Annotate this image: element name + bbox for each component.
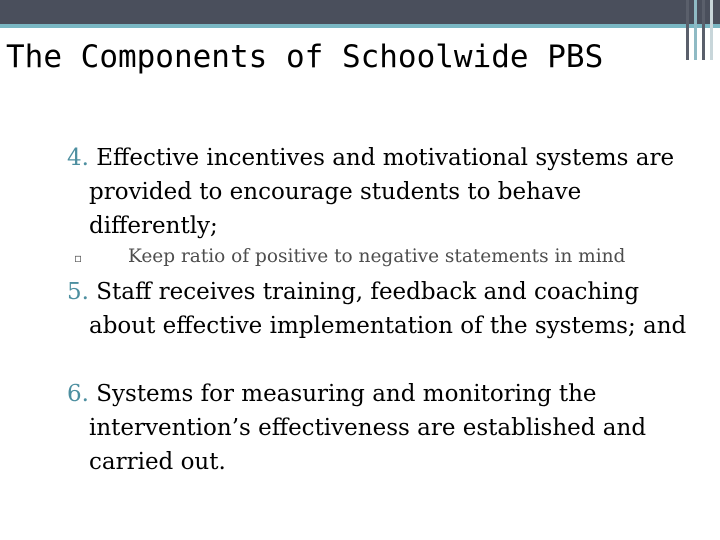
item-text: Systems for measuring and monitoring the intervention’s effectiveness are established and carried out. [88,381,647,475]
list-item-6 [67,377,689,479]
sub-bullet-text: Keep ratio of positive to negative statements in mind [128,246,626,267]
item-number: 4. [67,145,89,171]
item-number: 6. [67,381,89,407]
item-text: Effective incentives and motivational systems are provided to encourage students to behave differently; [88,145,675,239]
list-item-4 [67,141,689,243]
item-text: Staff receives training, feedback and coaching about effective implementation of the systems; and [88,279,687,339]
list-item-5 [67,275,689,343]
sub-bullet [74,240,625,275]
item-number: 5. [67,279,89,305]
slide-title: The Components of Schoolwide PBS [6,39,604,75]
square-bullet-icon: ▫ [74,251,83,265]
